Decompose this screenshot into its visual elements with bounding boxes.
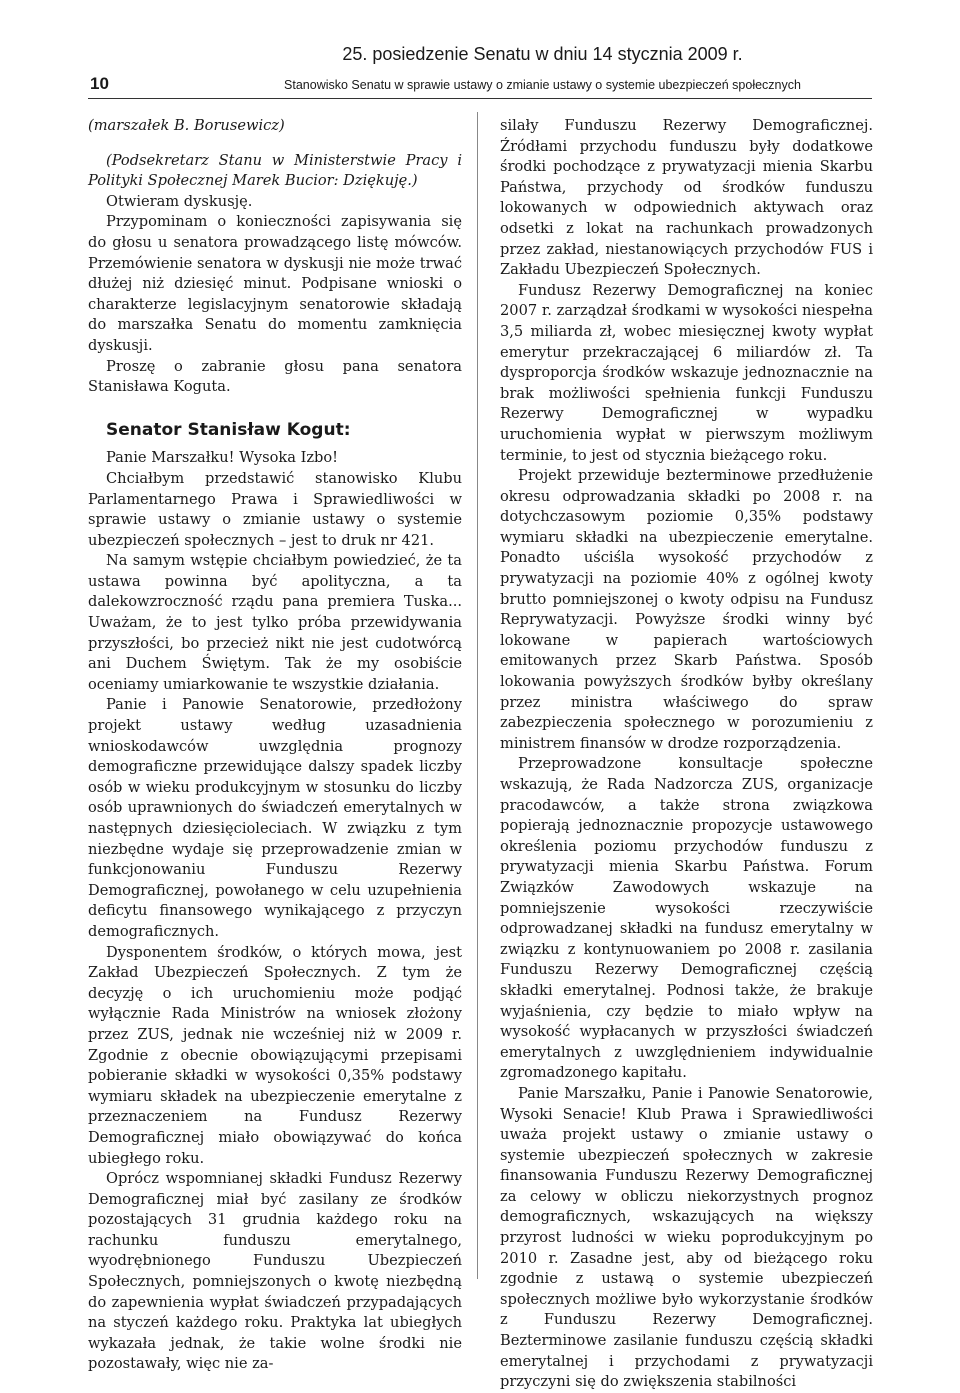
paragraph: Przeprowadzone konsultacje społeczne wskazują, że Rada Nadzorcza ZUS, organizacje pracodawców, a także strona związkowa popierają jednoznacznie propozycje ustawowego określenia poziomu przychodów funduszu z prywatyzacji mienia Skarbu Państwa. Forum Związków Zawodowych wskazuje na pomniejszenie wysokości rzeczywiście odprowadzanej składki na fundusz emerytalny w związku z kontynuowaniem po 2008 r. zasilania Funduszu Rezerwy Demograficznej częścią składki emerytalnej. Podnosi także, że brakuje wyjaśnienia, czy będzie to miało wpływ na wysokość wypłacanych w przyszłości świadczeń emerytalnych z uwzględnieniem indywidualnie zgromadzonego kapitału.	[500, 755, 873, 1082]
paragraph: Proszę o zabranie głosu pana senatora Stanisława Koguta.	[88, 357, 462, 396]
speaker-heading: Senator Stanisław Kogut:	[106, 419, 351, 440]
page-header-subtitle: Stanowisko Senatu w sprawie ustawy o zmianie ustawy o systemie ubezpieczeń społecznych	[284, 78, 801, 92]
paragraph: Chciałbym przedstawić stanowisko Klubu Parlamentarnego Prawa i Sprawiedliwości w sprawie ustawy o zmianie ustawy o systemie ubezpieczeń społecznych – jest to druk nr 421.	[88, 469, 462, 549]
paragraph: Dysponentem środków, o których mowa, jest Zakład Ubezpieczeń Społecznych. Z tym że decyzję o ich uruchomieniu może podjąć wyłącznie Rada Ministrów na wniosek złożony przez ZUS, jednak nie wcześniej niż w 2009 r. Zgodnie z obecnie obowiązującymi przepisami pobieranie składki w wysokości 0,35% podstawy wymiaru składek na ubezpieczenie emerytalne z przeznaczeniem na Fundusz Rezerwy Demograficznej miało obowiązywać do końca ubiegłego roku.	[88, 943, 462, 1167]
paragraph: Projekt przewiduje bezterminowe przedłużenie okresu odprowadzania składki po 2008 r. na dotychczasowym poziomie 0,35% podstawy wymiaru składki na ubezpieczenie emerytalne. Ponadto uściśla wysokość przychodów z prywatyzacji na poziomie 40% z ogólnej kwoty brutto pomniejszonej o kwoty odpisu na Fundusz Reprywatyzacji. Powyższe środki winny być lokowane w papierach wartościowych emitowanych przez Skarb Państwa. Sposób lokowania powyższych środków byłby określany przez ministra właściwego do spraw zabezpieczenia społecznego w porozumieniu z ministrem finansów w drodze rozporządzenia.	[500, 467, 873, 752]
marshal-reference: (marszałek B. Borusewicz)	[88, 117, 285, 134]
paragraph: Fundusz Rezerwy Demograficznej na koniec 2007 r. zarządzał środkami w wysokości niespełna 3,5 miliarda zł, wobec miesięcznej kwoty wypłat emerytur przekraczającej 6 miliardów zł. Ta dysproporcja środków wskazuje jednoznacznie na brak możliwości spełnienia funkcji Funduszu Rezerwy Demograficznej w wypadku uruchomienia wypłat w pierwszym możliwym terminie, to jest od stycznia bieżącego roku.	[500, 281, 873, 464]
paragraph: Panie Marszałku, Panie i Panowie Senatorowie, Wysoki Senacie! Klub Prawa i Sprawiedliwości uważa projekt ustawy o zmianie ustawy o systemie ubezpieczeń społecznych w zakresie finansowania Funduszu Rezerwy Demograficznej za celowy w obliczu niekorzystnych prognoz demograficznych, wskazujących na większy przyrost ludności w wieku poprodukcyjnym po 2010 r. Zasadne jest, aby od bieżącego roku zgodnie z ustawą o systemie ubezpieczeń społecznych możliwe było wykorzystanie środków z Funduszu Rezerwy Demograficznej. Bezterminowe zasilanie funduszu częścią składki emerytalnej i przychodami z prywatyzacji przyczyni się do zwiększenia stabilności	[500, 1084, 873, 1391]
paragraph: Oprócz wspomnianej składki Fundusz Rezerwy Demograficznej miał być zasilany ze środków pozostających 31 grudnia każdego roku na rachunku funduszu emerytalnego, wyodrębnionego Funduszu Ubezpieczeń Społecznych, pomniejszonych o kwotę niezbędną do zapewnienia wypłat świadczeń przypadających na styczeń każdego roku. Praktyka lat ubiegłych wykazała jednak, że takie wolne środki nie pozostawały, więc nie za-	[88, 1170, 462, 1373]
paragraph: Przypominam o konieczności zapisywania się do głosu u senatora prowadzącego listę mówców. Przemówienie senatora w dyskusji nie może trwać dłużej niż dziesięć minut. Podpisane wnioski o charakterze legislacyjnym senatorowie składają do marszałka Senatu do momentu zamknięcia dyskusji.	[88, 213, 462, 354]
paragraph: silały Funduszu Rezerwy Demograficznej. Źródłami przychodu funduszu były dodatkowe środki pochodzące z prywatyzacji mienia Skarbu Państwa, przychody od środków funduszu lokowanych w odpowiednich aktywach oraz odsetki z lokat na rachunkach prowadzonych przez zakład, niestanowiących przychodów FUS i Zakładu Ubezpieczeń Społecznych.	[500, 117, 873, 279]
paragraph: Panie i Panowie Senatorowie, przedłożony projekt ustawy według uzasadnienia wnioskodawców uwzględnia prognozy demograficzne przewidujące dalszy spadek liczby osób w wieku produkcyjnym w stosunku do liczby osób uprawnionych do świadczeń emerytalnych w następnych dziesięcioleciach. W związku z tym niezbędne wydaje się przeprowadzenie zmian w funkcjonowaniu Funduszu Rezerwy Demograficznej, powołanego w celu uzupełnienia deficytu finansowego wynikającego z przyczyn demograficznych.	[88, 696, 462, 940]
left-column	[88, 116, 462, 1375]
paragraph: Panie Marszałku! Wysoka Izbo!	[106, 449, 339, 467]
column-divider	[477, 112, 478, 1279]
header-divider	[88, 98, 872, 99]
stage-direction: (Podsekretarz Stanu w Ministerstwie Pracy i Polityki Społecznej Marek Bucior: Dziękuję.)	[88, 151, 462, 190]
paragraph: Na samym wstępie chciałbym powiedzieć, że ta ustawa powinna być apolityczna, a ta dalekowzroczność rządu pana premiera Tuska... Uważam, że to jest tylko próba przewidywania przyszłości, bo przecież nikt nie jest cudotwórcą ani Duchem Świętym. Tak że my osobiście oceniamy umiarkowanie te wszystkie działania.	[88, 552, 462, 693]
paragraph: Otwieram dyskusję.	[106, 192, 253, 210]
page-header-title: 25. posiedzenie Senatu w dniu 14 stycznia 2009 r.	[342, 44, 743, 64]
page-number: 10	[90, 74, 109, 93]
right-column	[500, 116, 873, 1393]
